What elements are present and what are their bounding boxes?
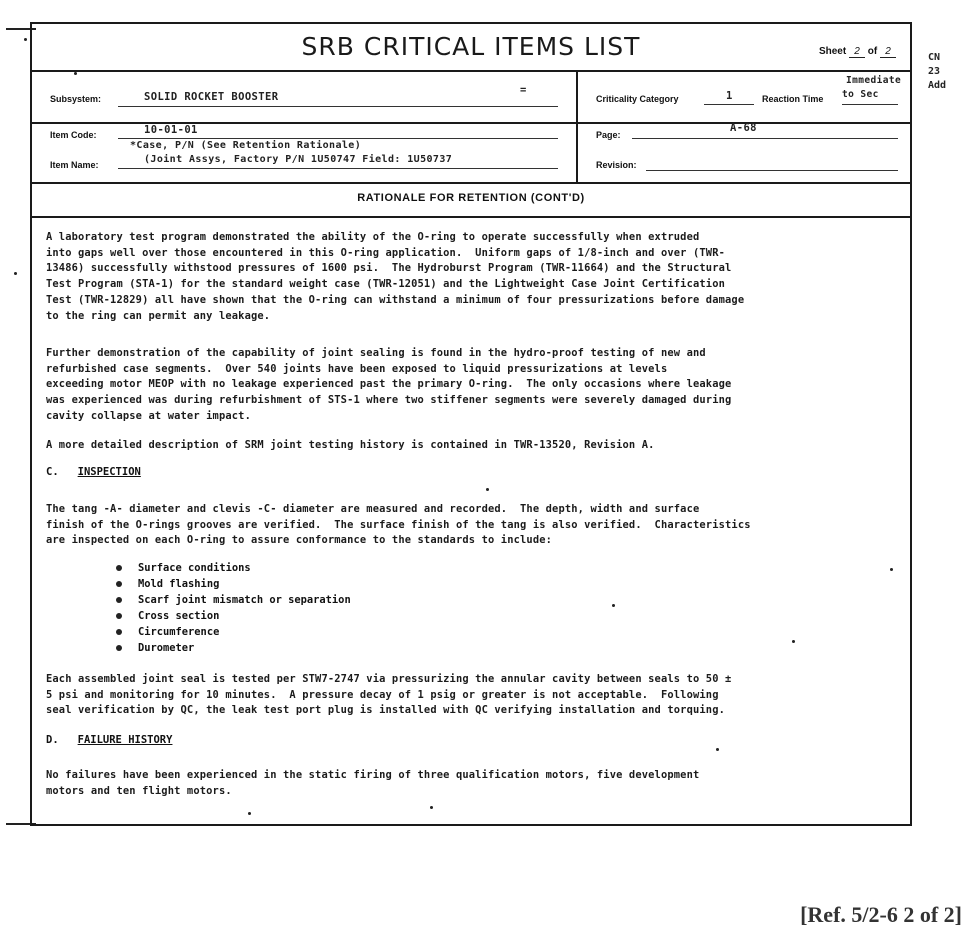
reaction-time-value: Immediate [846, 75, 902, 86]
list-item: Circumference [116, 624, 351, 640]
scan-speck [716, 748, 719, 751]
paragraph-lab-test: A laboratory test program demonstrated the ability of the O-ring to operate successfully when extruded into gaps well over those encountered in this O-ring application. Uniform gaps of 1/8-inch and over (TWR- 13486) successfully withstood pressures of 1600 psi. The Hydroburst Program (TWR-11664) and the Structural Test Program (STA-1) for the standard weight case (TWR-12051) and the Lightweight Case Joint Certification Test (TWR-12829) all have shown that the O-ring can withstand a minimum of four pressurizations before damage to the ring can permit any leakage. [46, 231, 745, 322]
page-underline [632, 138, 898, 139]
revision-underline [646, 170, 898, 171]
sheet-total: 2 [880, 46, 896, 58]
section-header [32, 182, 910, 218]
field-divider [576, 70, 578, 122]
item-row [32, 122, 910, 184]
critical-items-form [30, 22, 912, 826]
paragraph-failure-history: No failures have been experienced in the static firing of three qualification motors, five development motors and ten flight motors. [46, 769, 700, 797]
item-code-underline [118, 138, 558, 139]
subsystem-row [32, 70, 910, 124]
list-item: Durometer [116, 640, 351, 656]
revision-label: Revision: [596, 160, 637, 170]
list-item: Cross section [116, 608, 351, 624]
criticality-label: Criticality Category [596, 94, 679, 104]
reference-note: [Ref. 5/2-6 2 of 2] [800, 902, 962, 927]
list-item: Surface conditions [116, 560, 351, 576]
scan-speck [74, 72, 77, 75]
reaction-time-underline [842, 104, 898, 105]
reaction-time-value-2: to Sec [842, 89, 879, 100]
item-name-line2: (Joint Assys, Factory P/N 1U50747 Field: 1U50737 [144, 154, 453, 165]
scan-speck [14, 272, 17, 275]
failure-title: FAILURE HISTORY [77, 734, 173, 746]
inspection-letter: C. [46, 466, 59, 478]
failure-heading [46, 734, 172, 746]
paragraph-inspection: The tang -A- diameter and clevis -C- diameter are measured and recorded. The depth, width and surface finish of the O-rings grooves are verified. The surface finish of the tang is also verified. Characteristics are inspected on each O-ring to assure conformance to the standards to include: [46, 503, 751, 547]
scan-speck [24, 38, 27, 41]
sheet-number: 2 [849, 46, 865, 58]
item-code-value: 10-01-01 [144, 124, 198, 136]
scan-speck [612, 604, 615, 607]
item-name-label: Item Name: [50, 160, 99, 170]
page-label: Page: [596, 130, 621, 140]
list-item: Scarf joint mismatch or separation [116, 592, 351, 608]
failure-letter: D. [46, 734, 59, 746]
list-item: Mold flashing [116, 576, 351, 592]
field-divider [576, 122, 578, 182]
sheet-of-label: of [867, 46, 878, 57]
page-title: SRB CRITICAL ITEMS LIST [301, 32, 641, 61]
section-title: RATIONALE FOR RETENTION (CONT'D) [357, 192, 585, 204]
inspection-list [116, 560, 351, 656]
page-value: A-68 [730, 122, 757, 134]
inspection-title: INSPECTION [77, 466, 141, 478]
inspection-heading [46, 466, 141, 478]
paragraph-testing-history: A more detailed description of SRM joint testing history is contained in TWR-13520, Revision A. [46, 439, 655, 451]
margin-note-line1: CN [928, 52, 941, 63]
criticality-underline [704, 104, 754, 105]
title-row [32, 24, 910, 72]
sheet-indicator [819, 46, 896, 58]
paragraph-leak-test: Each assembled joint seal is tested per STW7-2747 via pressurizing the annular cavity between seals to 50 ± 5 psi and monitoring for 10 minutes. A pressure decay of 1 psig or greater is not acceptable. Following seal verification by QC, the leak test port plug is installed with QC verifying installation and torquing. [46, 673, 732, 717]
criticality-value: 1 [726, 90, 733, 102]
item-name-underline [118, 168, 558, 169]
margin-note-line2: 23 [928, 66, 941, 77]
scan-speck [430, 806, 433, 809]
reaction-time-label: Reaction Time [762, 94, 824, 104]
subsystem-value: SOLID ROCKET BOOSTER [144, 91, 279, 103]
subsystem-underline [118, 106, 558, 107]
item-name-line1: *Case, P/N (See Retention Rationale) [130, 140, 362, 151]
scan-speck [486, 488, 489, 491]
paragraph-joint-sealing: Further demonstration of the capability of joint sealing is found in the hydro-proof testing of new and refurbished case segments. Over 540 joints have been exposed to liquid pressurizations at levels exceeding motor MEOP with no leakage experienced past the primary O-ring. The only occasions where leakage was experienced was during refurbishment of STS-1 where two stiffener segments were severely damaged during cavity collapse at water impact. [46, 347, 732, 422]
sheet-label: Sheet [818, 46, 847, 57]
subsystem-label: Subsystem: [50, 94, 102, 104]
stray-mark: = [520, 84, 527, 96]
scan-speck [248, 812, 251, 815]
scan-speck [890, 568, 893, 571]
margin-note-line3: Add [928, 80, 947, 91]
item-code-label: Item Code: [50, 130, 97, 140]
scan-speck [792, 640, 795, 643]
